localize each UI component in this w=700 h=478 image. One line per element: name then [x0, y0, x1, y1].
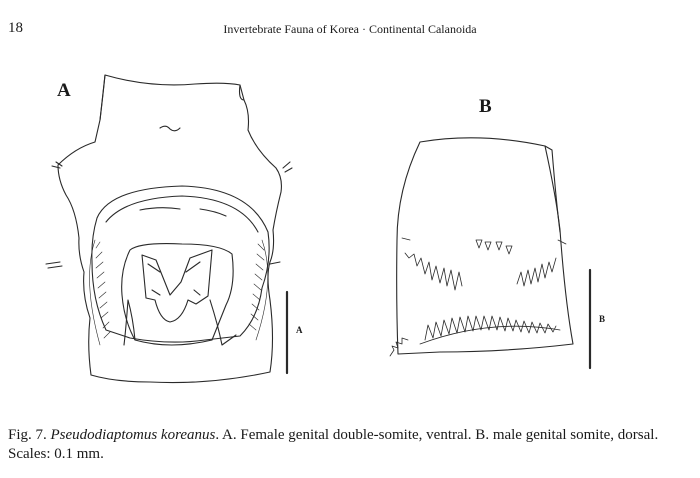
panel-a-label: A: [57, 80, 71, 101]
panel-b-label: B: [479, 96, 492, 117]
scale-bar-a-label: A: [296, 325, 303, 335]
scale-bar-b-label: B: [599, 314, 606, 324]
caption-figure-number: Fig. 7.: [8, 427, 47, 443]
panel-a-drawing: [46, 75, 292, 383]
figure-caption: [8, 426, 688, 464]
panel-b-drawing: [390, 138, 590, 368]
running-title: Invertebrate Fauna of Korea · Continental Calanoida: [223, 22, 477, 36]
page-number: 18: [8, 20, 23, 36]
caption-species: Pseudodiaptomus koreanus: [50, 427, 216, 443]
caption-text: . A. Female genital double-somite, ventral. B. male genital somite, dorsal. Scales: 0.1 mm.: [8, 427, 659, 462]
